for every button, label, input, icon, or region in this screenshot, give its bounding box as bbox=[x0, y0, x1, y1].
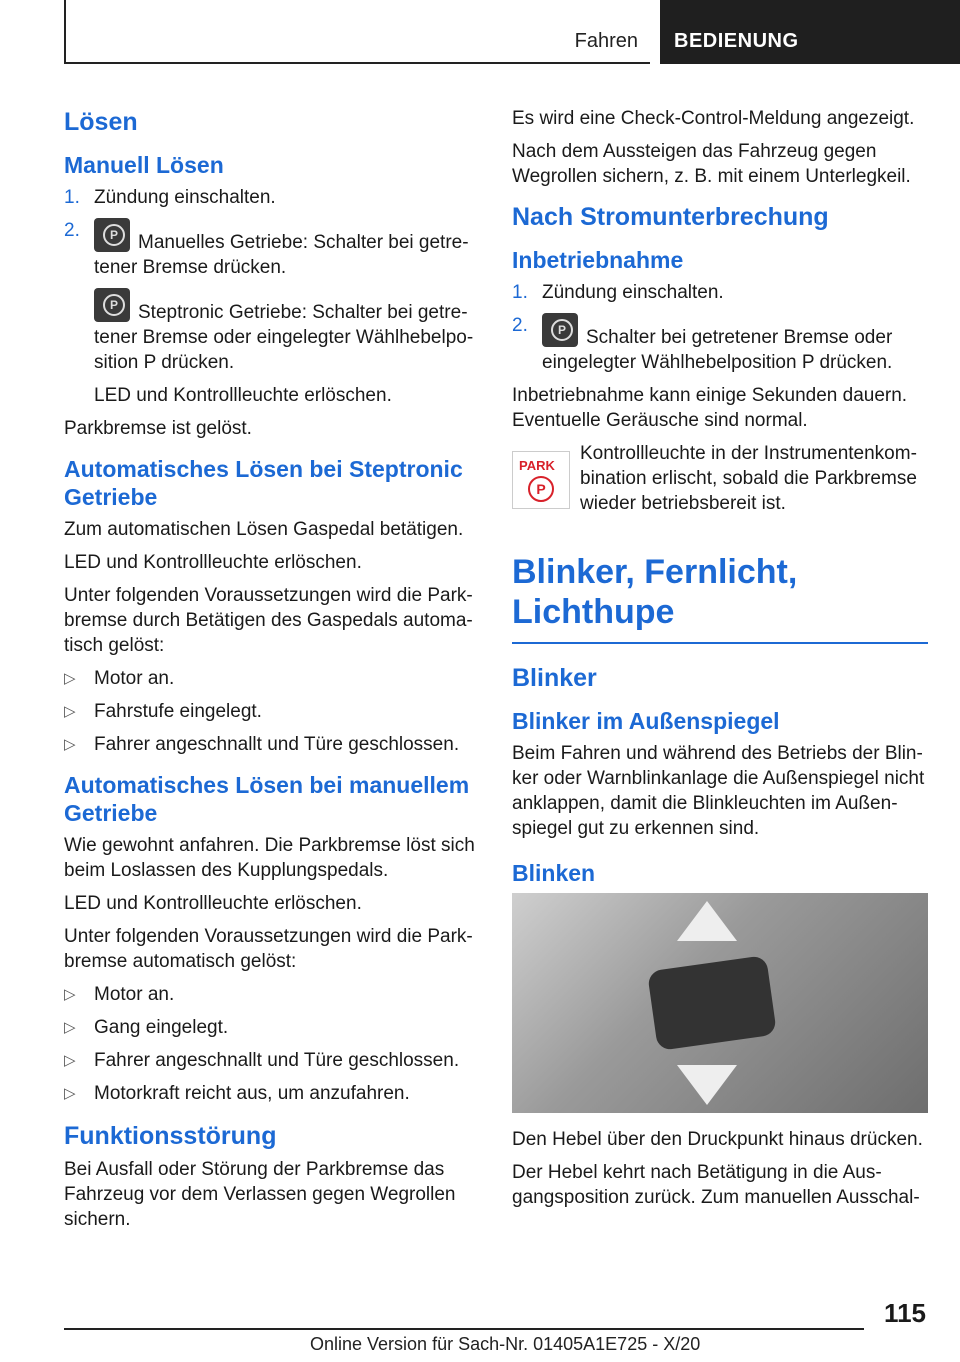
paragraph: Bei Ausfall oder Störung der Parkbremse das Fahrzeug vor dem Verlassen gegen Wegrollen sichern. bbox=[64, 1159, 456, 1230]
step-number: 2. bbox=[64, 220, 80, 241]
right-column bbox=[512, 100, 928, 1218]
heading-inbetriebnahme: Inbetriebnahme bbox=[512, 247, 684, 273]
page-number: 115 bbox=[884, 1298, 926, 1328]
heading-auto-steptronic: Automatisches Lösen bei Steptronic Getriebe bbox=[64, 456, 463, 510]
paragraph: Zum automatischen Lösen Gaspedal betätigen. bbox=[64, 519, 464, 540]
step-item bbox=[512, 313, 928, 375]
footer-rule bbox=[64, 1328, 864, 1330]
header-frame bbox=[64, 0, 650, 64]
triangle-right-icon: ▷ bbox=[64, 1052, 76, 1069]
park-warning-text: PARK bbox=[519, 458, 555, 473]
step-sub-item: LED und Kontrollleuchte erlöschen. bbox=[94, 385, 392, 406]
parking-brake-button-icon bbox=[94, 288, 130, 322]
paragraph: Kontrollleuchte in der Instrumentenkombination erlischt, sobald die Parkbremse wieder betriebsbereit ist. bbox=[580, 443, 917, 514]
left-column bbox=[64, 100, 480, 1240]
page-header bbox=[64, 0, 960, 64]
heading-loesen: Lösen bbox=[64, 108, 138, 136]
parking-brake-button-icon bbox=[94, 218, 130, 252]
step-number: 1. bbox=[512, 282, 528, 303]
paragraph: Den Hebel über den Druckpunkt hinaus drücken. bbox=[512, 1129, 923, 1150]
step-number: 2. bbox=[512, 315, 528, 336]
step-number: 1. bbox=[64, 187, 80, 208]
turn-signal-lever-image bbox=[512, 893, 928, 1113]
arrow-down-icon bbox=[677, 1065, 737, 1105]
list-item: ▷ Motor an. bbox=[64, 984, 175, 1005]
list-item: ▷ Motor an. bbox=[64, 668, 175, 689]
step-text: Zündung einschalten. bbox=[542, 282, 724, 303]
paragraph: LED und Kontrollleuchte erlöschen. bbox=[64, 893, 362, 914]
list-item: ▷ Fahrer angeschnallt und Türe geschlossen. bbox=[64, 1050, 460, 1071]
heading-auto-manuell: Automatisches Lösen bei manuellem Getriebe bbox=[64, 772, 470, 826]
parking-brake-button-icon bbox=[542, 313, 578, 347]
triangle-right-icon: ▷ bbox=[64, 1019, 76, 1036]
park-warning-letter: P bbox=[528, 476, 554, 502]
step-text: Zündung einschalten. bbox=[94, 187, 276, 208]
paragraph: Beim Fahren und während des Betriebs der Blinker oder Warnblinkanlage die Außenspiegel nicht anklappen, damit die Blinkleuchten im Außenspiegel gut zu erkennen sind. bbox=[512, 743, 925, 839]
step-text: Steptronic Getriebe: Schalter bei getretener Bremse oder eingelegter Wählhebelposition P drücken. bbox=[94, 302, 474, 373]
paragraph: Parkbremse ist gelöst. bbox=[64, 418, 252, 439]
lever-shape bbox=[647, 955, 777, 1051]
park-warning-icon bbox=[512, 451, 570, 509]
list-item: ▷ Fahrer angeschnallt und Türe geschlossen. bbox=[64, 734, 460, 755]
footer-text: Online Version für Sach-Nr. 01405A1E725 - X/20 bbox=[310, 1334, 701, 1354]
step-item bbox=[64, 218, 480, 280]
step-item bbox=[512, 280, 928, 305]
paragraph: Inbetriebnahme kann einige Sekunden dauern. Eventuelle Geräusche sind normal. bbox=[512, 385, 908, 431]
heading-blinken: Blinken bbox=[512, 860, 596, 886]
heading-blinker-fernlicht: Blinker, Fernlicht, Lichthupe bbox=[512, 552, 928, 644]
list-item: ▷ Motorkraft reicht aus, um anzufahren. bbox=[64, 1083, 410, 1104]
heading-blinker: Blinker bbox=[512, 664, 597, 692]
arrow-up-icon bbox=[677, 901, 737, 941]
step-sub-item bbox=[64, 288, 480, 375]
heading-blinker-aussenspiegel: Blinker im Außenspiegel bbox=[512, 708, 780, 734]
triangle-right-icon: ▷ bbox=[64, 986, 76, 1003]
list-item: ▷ Fahrstufe eingelegt. bbox=[64, 701, 262, 722]
triangle-right-icon: ▷ bbox=[64, 703, 76, 720]
step-text: Schalter bei getretener Bremse oder eingelegter Wählhebelposition P drücken. bbox=[542, 327, 893, 373]
list-item: ▷ Gang eingelegt. bbox=[64, 1017, 229, 1038]
paragraph: LED und Kontrollleuchte erlöschen. bbox=[64, 552, 362, 573]
paragraph: Unter folgenden Voraussetzungen wird die Parkbremse durch Betätigen des Gaspedals automatisch gelöst: bbox=[64, 585, 473, 656]
paragraph: Nach dem Aussteigen das Fahrzeug gegen Wegrollen sichern, z. B. mit einem Unterlegkeil. bbox=[512, 141, 911, 187]
paragraph: Der Hebel kehrt nach Betätigung in die Ausgangsposition zurück. Zum manuellen Ausschal- bbox=[512, 1162, 920, 1208]
step-text: Manuelles Getriebe: Schalter bei getretener Bremse drücken. bbox=[94, 232, 469, 278]
paragraph: Wie gewohnt anfahren. Die Parkbremse löst sich beim Loslassen des Kupplungspedals. bbox=[64, 835, 475, 881]
heading-funktionsstoerung: Funktionsstörung bbox=[64, 1122, 277, 1150]
paragraph: Unter folgenden Voraussetzungen wird die Parkbremse automatisch gelöst: bbox=[64, 926, 473, 972]
header-section-label: Fahren bbox=[574, 30, 638, 52]
header-tab bbox=[660, 0, 960, 64]
heading-manuell-loesen: Manuell Lösen bbox=[64, 152, 224, 178]
triangle-right-icon: ▷ bbox=[64, 670, 76, 687]
triangle-right-icon: ▷ bbox=[64, 736, 76, 753]
step-item bbox=[64, 185, 480, 210]
paragraph: Es wird eine Check-Control-Meldung angezeigt. bbox=[512, 108, 915, 129]
triangle-right-icon: ▷ bbox=[64, 1085, 76, 1102]
heading-stromunterbrechung: Nach Stromunterbrechung bbox=[512, 203, 829, 231]
header-tab-label: BEDIENUNG bbox=[674, 30, 799, 52]
park-notice bbox=[512, 441, 928, 524]
